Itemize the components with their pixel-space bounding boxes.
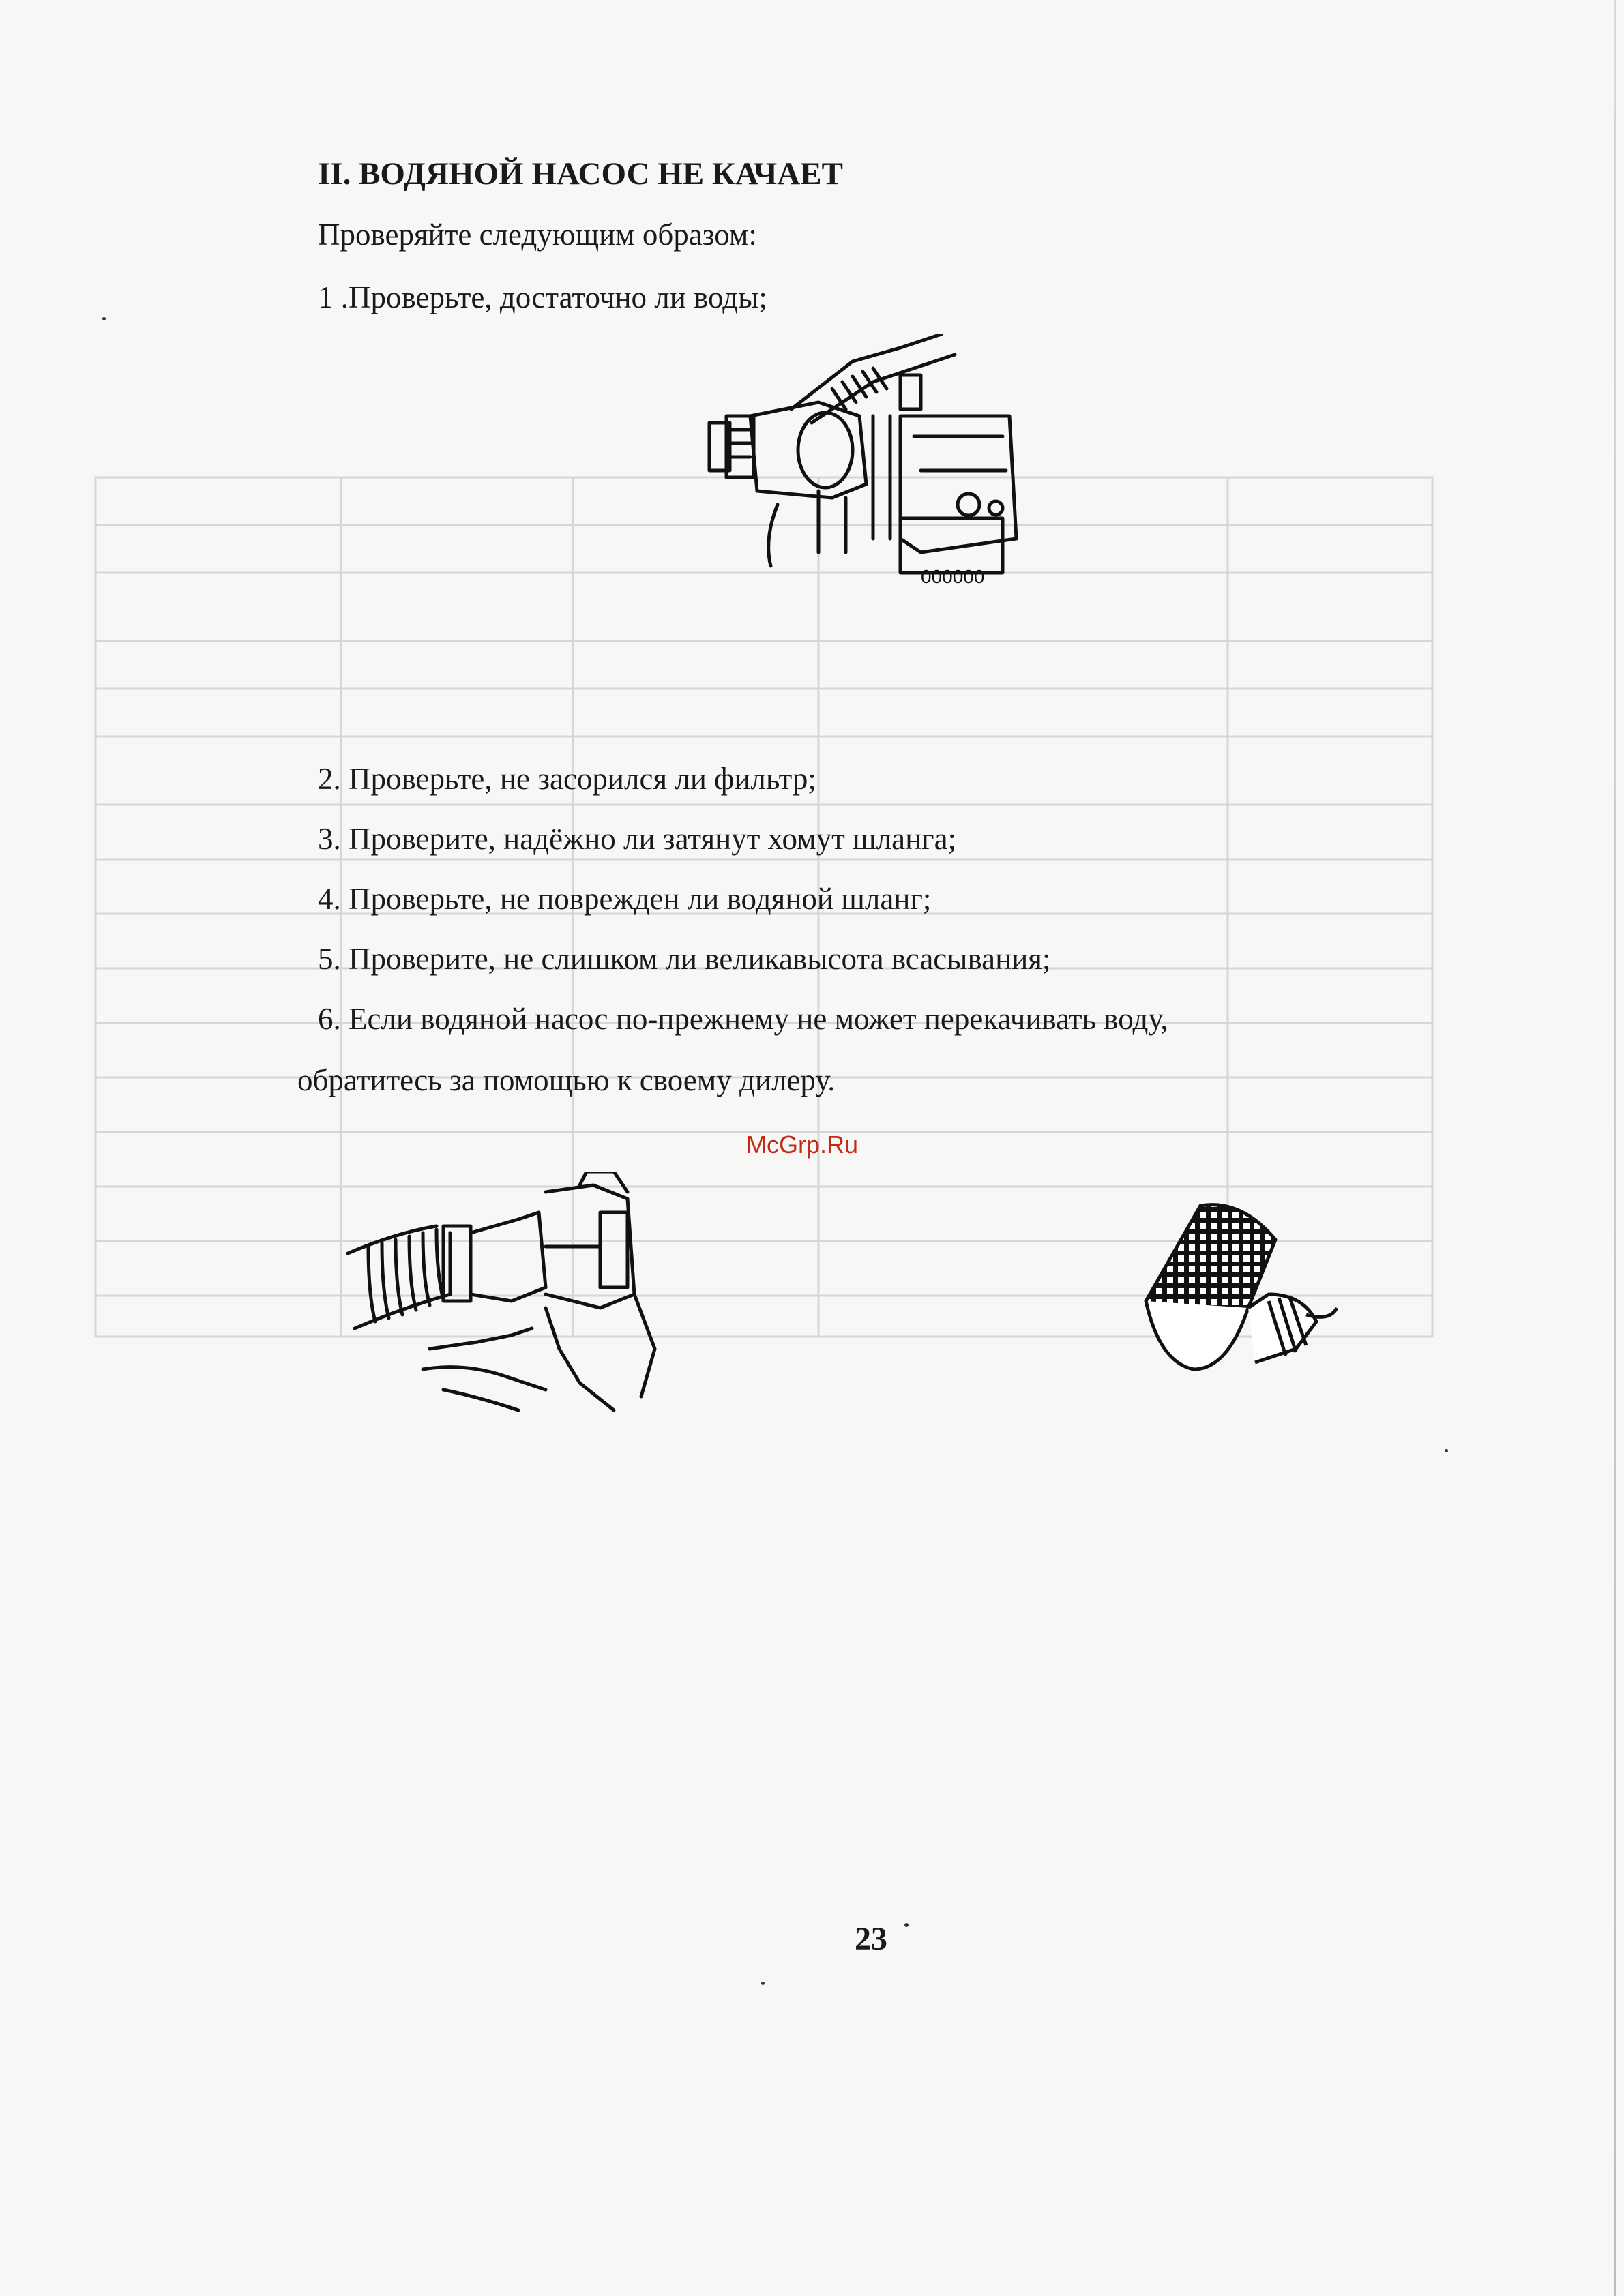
watermark: McGrp.Ru	[746, 1131, 859, 1159]
speck	[1445, 1449, 1448, 1452]
intro-text: Проверяйте следующим образом:	[318, 218, 757, 252]
page-edge	[1614, 0, 1616, 2296]
speck	[904, 1923, 909, 1927]
section-title: II. ВОДЯНОЙ НАСОС НЕ КАЧАЕТ	[318, 156, 843, 192]
step-1: 1 .Проверьте, достаточно ли воды;	[318, 280, 767, 314]
speck	[761, 1982, 765, 1985]
step-3: 3. Проверите, надёжно ли затянут хомут шланга;	[318, 822, 957, 856]
svg-text:000000: 000000	[921, 566, 985, 587]
hose-clamp-icon	[341, 1172, 696, 1424]
step-5: 5. Проверите, не слишком ли великавысота всасывания;	[318, 942, 1051, 976]
step-4: 4. Проверьте, не поврежден ли водяной шланг;	[318, 882, 932, 916]
pump-filling-icon	[696, 334, 1023, 600]
step-2: 2. Проверьте, не засорился ли фильтр;	[318, 762, 816, 796]
step-6: 6. Если водяной насос по-прежнему не может перекачивать воду,	[318, 1002, 1168, 1036]
strainer-filter-icon	[1132, 1199, 1344, 1383]
page-number: 23	[855, 1921, 887, 1957]
speck	[102, 317, 106, 320]
step-6-continued: обратитесь за помощью к своему дилеру.	[297, 1063, 836, 1097]
